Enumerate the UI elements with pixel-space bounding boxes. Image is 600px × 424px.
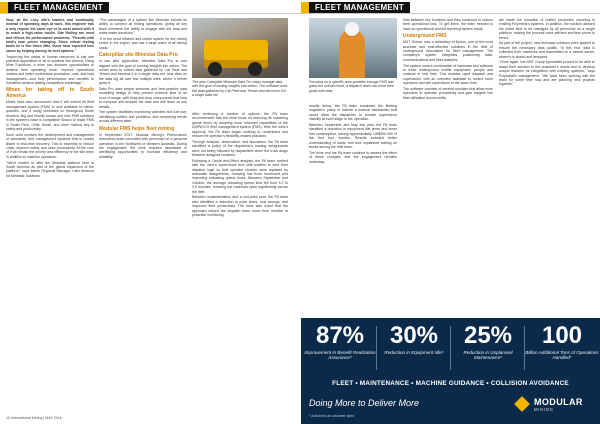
stat-benefit-realization [303,322,377,376]
brand-subname: MINING [534,407,554,412]
article-column-6 [499,18,595,314]
paragraph: "We're excited to offer the Minestar platform here in South America as part of the global expansion of the platform," says Mines Regional Manager, Latin America for Minestar Solutions. [6,160,94,178]
stat-label: Reduction in Equipment Idle* [384,350,444,355]
ad-footnote: * Achieved at customer sites [309,414,355,418]
paragraph: Following a Cause-and-Effect analysis, the PA team worked with the mine's supervisors and shift leaders to tune their dispatch logic so that operator choices were replaced by automatic assignments, reducing lost truck movement and improving unloading queue times. Between September and October, the average unloading queue time fell from 5.2 to 3.5 minutes, reducing the load/haul cycle significantly across the fleet. [192,158,288,194]
paragraph: Between September and May this year, the PA team identified a reduction in equipment idle times and lower fuel consumption, saving approximately US$500,000 in the first four months. Results included better understanding of loads, and less unplanned waiting on trucks among the shift team. [309,123,397,150]
subheading: Caterpillar site Minestar Data Pro [99,52,178,59]
paragraph: "Once again, the MST Group specialists proved to be able to adapt their solution to the customer's needs and to develop unique features for integration with existing systems," says Polymetal's management. "We have been working with the team for some time now and are planning new projects together." [499,60,595,87]
page-footer: 10 International Mining | MAY 2018 [6,416,62,420]
paragraph: "The advantages of a system like Minestar include its ability to connect all mining operations, giving all key team members the ability to engage with the data and make faster decisions." [99,18,187,36]
paragraph: time between key functions and they continued to reduce their operational loss. To get there, the team needed to have an operational and full reporting system ready. [403,18,493,31]
stat-unplanned-maintenance [451,322,525,376]
paragraph: The mine and the PA team continue to assess the effect of these changes, and the engagement remains underway. [309,150,397,164]
article-column-2 [99,18,187,410]
truck-photo [192,18,288,78]
stat-label: Billion Additional Tons of Operations Handled* [525,350,599,361]
paragraph: In September 2017, Modular Mining's Performance Assurance team consulted with personnel on a personal operation in the Northwest of Western Australia. During the engagement, the mine required assistance in identifying opportunities to increase efficiency and reliability. [99,132,187,159]
paragraph: ate made the formation of unified production reporting in existing Polymetal's systems. In addition, the solution allowed the entire fleet to be managed by all personnel on a single platform, making the process more efficient and less prone to errors. [499,18,595,40]
brand-name: MODULAR [534,397,583,407]
modular-mining-advertisement[interactable] [301,318,600,424]
article-column-5 [403,18,493,314]
subheading: Mines for taking off to South America [6,87,94,100]
paragraph: The system uses a combination of hardware and software to track underground mobile equipment, people and material in real time. This enables rapid dispatch and supervision, with an overview available to control room operators and site supervisors at the same time. [403,63,493,86]
paragraph: results below, the PA team expanded the fleeting engineer's policy to include a manual mechanism that would allow the dispatcher to provide supervisory visibility at each stage of the operation. [309,104,397,122]
modular-mining-logo[interactable] [514,395,594,417]
stat-value: 100 [541,322,583,349]
paragraph: "It is the most efficient and useful system for the mining sector in the region, and has a large share of all mining loads." [99,37,187,50]
helmet-graphic [345,22,359,36]
operator-photo [309,18,397,78]
photo-caption: The new Caterpillar Minestar Data Pro helps manage data with the goal of turning insights into action. The software uses the data gathered by Cat Fleet and Terrain and becomes it in a single data set [192,80,288,98]
page-header [0,0,600,14]
section-label-left: FLEET MANAGEMENT [0,2,109,13]
worker-graphic [339,30,365,78]
stat-label: Reduction in Unplanned Maintenance* [463,350,513,361]
ad-tagline: Doing More to Deliver More [309,398,420,408]
services-list: FLEET • MAINTENANCE • MACHINE GUIDANCE • COLLISION AVOIDANCE [332,380,569,387]
stat-additional-tons [525,322,599,376]
stat-equipment-idle [377,322,451,376]
subheading: Underground FMS [403,33,447,40]
article-column-1 [6,18,94,410]
paragraph: Mines have also announced that it will extend its fleet management system (FMS) to new available to mines, quarries, and a rising constraint on throughout South America. Big and heavily known and new FMS solutions in the system's base is compatible Sinaco to make FMS in South Peru, Chile, Brazil, and other nations key to safety and productivity. [6,100,94,131]
article-column-3 [192,112,288,410]
paragraph: Such work involves the development and management of standards, and management systems that is closely linked to real-time recovery. This is essential to reduce costs, improve safety and raise productivity. At the core of it all remain the priority and efficiency of the site team in addition to machine operators. [6,132,94,159]
stat-value: 25% [463,322,513,349]
paragraph: MST Global, now a subsidiary of Epiroc, one of the most accurate and cost-effective solutions in the field of underground information for fleet management. The company's system integrates positioning data, communications and fleet analytics. [403,40,493,62]
section-label-right: FLEET MANAGEMENT [301,2,410,13]
tire-graphic [208,62,222,76]
subheading: Modular FMS helps fleet mining [99,125,175,132]
paragraph: Through analysis, observation, and discussion, the PA team identified a policy of the dispatcher's loading assignments were not being followed by dispatchers when the truck drags between assigned locations. [192,139,288,158]
article-column-4 [309,104,397,314]
stat-value: 87% [315,322,365,349]
paragraph: After reviewing a number of options, the PA team recommended that the mine focus on reducing its unloading queue times by adopting more informed capabilities of the DISPATCH fleet management system (FMS). With the mine's approval, the PA team began working to understand and reduce the operator's flexibility-related practices. [192,112,288,139]
stat-value: 30% [389,322,439,349]
diamond-logo-icon [514,396,530,412]
photo-caption: Focusing on a specific area provides enough FMS and gains the overall result, a dispatch team can meet their goals with data. [309,80,394,93]
paragraph: "Improving the status of human resources is just one practical application of all of systems like Ameca. Using Mine Functions, a mine can discover opportunities to achieve their operating more, improve operational metrics and better understand production, cost, and load management—and help performance and benefits to industries achieve lasting competitive advantage." [6,54,94,86]
tire-graphic [248,62,262,76]
accent-bar-left [0,2,8,13]
paragraph: As part of the project, new technical solutions were applied to ensure the necessary data quality. To this end, data is collected from machines and transmitted to a central server, where it is stored and analysed. [499,41,595,59]
paragraph: Between implementation and a mid-point year, the PA team also identified a reduction in cycle times, cost savings, and improved fleet productivity. The mine also noted that the approach helped the dispatch team move from reactive to proactive monitoring. [192,195,288,218]
accent-bar-right [301,2,309,13]
paragraph: Now, all the Lucy site's loaders and continually instead of spending days at work, this engineer has a only require the same eye or to meet ardent with it to reach a high-value trucks. Site Rolling are need and effects for performance problems. "Results with total's loan prices changing. Since virtual testing tasks he is five times little, these have reported less saves by helping among its best options." [6,18,94,53]
paragraph: In one pilot application, Minestar Data Pro is now aligned with the goal of forming insights into action. The model aims to collect data gathered by Cat Fleet and Terrain and become it in a single data set, nine sites on the data log all over this multiple sites, where it before gives it. [99,59,187,86]
stat-label: Improvement in Benefit Realization Assurance* [304,350,376,361]
paragraph: Data Pro uses simple schemas and best-practice data modelling design to help prevent extreme time to an hour of usage, with drag-and-drop components that help to compare and analyse the data and drill down on key details. [99,87,187,109]
paragraph: The software consists of several modules that allow mine operators to optimise productivity and gain insights into fleet utilisation across shifts. [403,87,493,100]
paragraph: The system facilitates monitoring activities and fuel use, identifying outliers and problems, and comparing trends across different sites. [99,110,187,124]
